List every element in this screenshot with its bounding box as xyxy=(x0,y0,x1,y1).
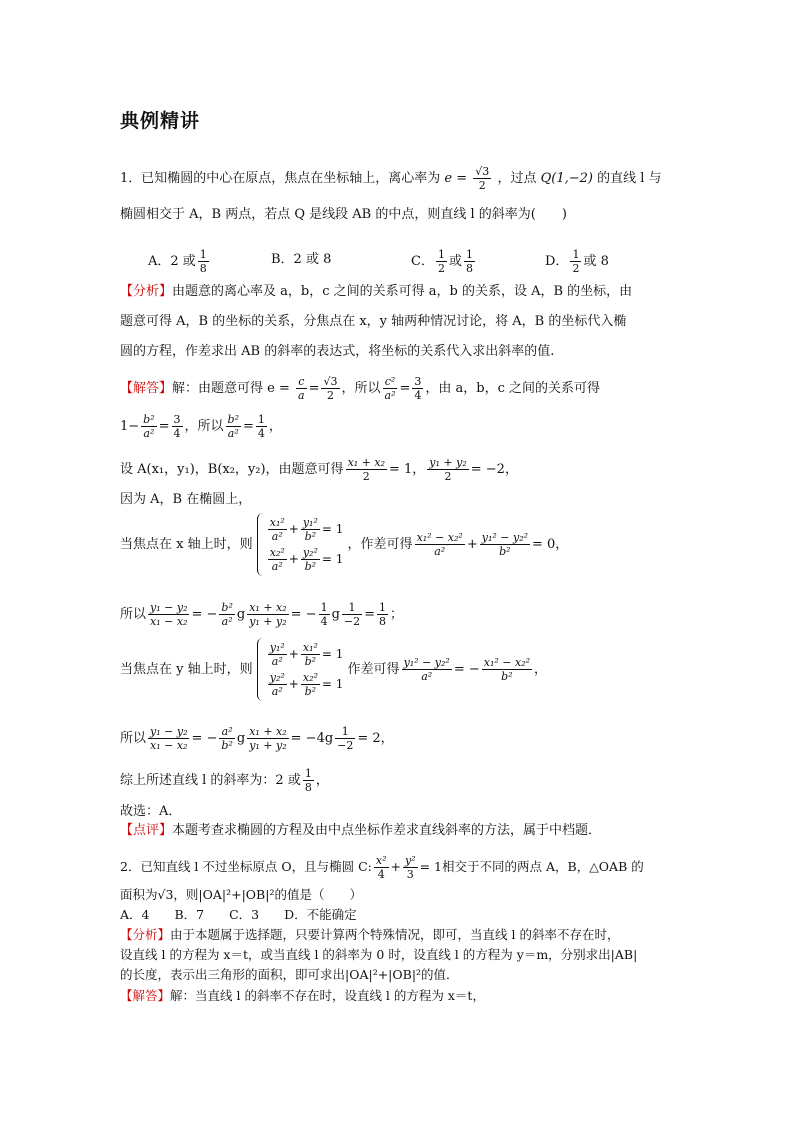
q2-analysis-line2: 设直线 l 的方程为 x＝t，或当直线 l 的斜率为 0 时，设直线 l 的方程为 y＝m，分别求出|AB| xyxy=(120,947,638,962)
q1-solution-line5: 当焦点在 x 轴上时，则 $\frac{\text{x₁²}}{\text{a²}}$ + $\frac{\text{y₁²}}{\text{b²}}$ = 1 $\frac{\text{x₂²}}{\text{a²}}$ + $\frac{\text{y₂²}}{\text{b²}}$ = 1 ，作差可得 $\frac{\text{x₁² − x₂²}}{\text{a²}}$ + $\frac{\text{y₁² − y₂²}}{\text{b²}}$ = 0， xyxy=(120,513,568,576)
q1-option-a: A．2 或 $\frac{1}{8}$ xyxy=(148,248,207,275)
q1-stem-line2: 椭圆相交于 A，B 两点，若点 Q 是线段 AB 的中点，则直线 l 的斜率为( ) xyxy=(120,207,567,222)
equation-system-x: $\frac{\text{x₁²}}{\text{a²}}$ + $\frac{\text{y₁²}}{\text{b²}}$ = 1 $\frac{\text{x₂²}}{\text{a²}}$ + $\frac{\text{y₂²}}{\text{b²}}$ = 1 xyxy=(257,513,344,576)
q1-conclusion: 综上所述直线 l 的斜率为：2 或 $\frac{1}{8}$ ， xyxy=(120,767,329,794)
q2-solution-line1: 【解答】解：当直线 l 的斜率不存在时，设直线 l 的方程为 x＝t， xyxy=(120,988,485,1003)
q1-solution-line8: 所以 $\frac{\text{y₁ − y₂}}{\text{x₁ − x₂}}$ = − $\frac{\text{a²}}{\text{b²}}$ g $\frac{\text{x₁ + x₂}}{\text{y₁ + y₂}}$ = −4g $\frac{1}{-2}$ = 2， xyxy=(120,725,394,752)
q1-solution-line6: 所以 $\frac{\text{y₁ − y₂}}{\text{x₁ − x₂}}$ = − $\frac{\text{b²}}{\text{a²}}$ g $\frac{\text{x₁ + x₂}}{\text{y₁ + y₂}}$ = − $\frac{1}{4}$ g $\frac{1}{-2}$ = $\frac{1}{8}$ ； xyxy=(120,601,404,628)
q1-comment: 【点评】本题考查求椭圆的方程及由中点坐标作差求直线斜率的方法，属于中档题． xyxy=(120,823,602,838)
q1-option-c: C． $\frac{1}{2}$ 或 $\frac{1}{8}$ xyxy=(411,248,473,275)
q2-options: A．4 B．7 C．3 D．不能确定 xyxy=(120,907,357,922)
q1-analysis-line1: 【分析】由题意的离心率及 a，b，c 之间的关系可得 a，b 的关系，设 A，B 的坐标，由 xyxy=(120,284,633,299)
q1-solution-line4: 因为 A，B 在椭圆上， xyxy=(120,492,252,507)
q1-solution-line7: 当焦点在 y 轴上时，则 $\frac{\text{y₁²}}{\text{a²}}$ + $\frac{\text{x₁²}}{\text{b²}}$ = 1 $\frac{\text{y₂²}}{\text{a²}}$ + $\frac{\text{x₂²}}{\text{b²}}$ = 1 作差可得 $\frac{\text{y₁² − y₂²}}{\text{a²}}$ = − $\frac{\text{x₁² − x₂²}}{\text{b²}}$ ， xyxy=(120,638,547,701)
q1-stem-line1: 1．已知椭圆的中心在原点，焦点在坐标轴上，离心率为 e = $\frac{√3}{2}$ ，过点 Q(1,−2) 的直线 l 与 xyxy=(120,165,662,192)
solution-tag: 【解答】 xyxy=(120,381,173,396)
q1-option-d: D． $\frac{1}{2}$ 或 8 xyxy=(545,248,609,275)
section-title: 典例精讲 xyxy=(120,110,201,132)
q1-stem-text: 1．已知椭圆的中心在原点，焦点在坐标轴上，离心率为 xyxy=(120,171,441,186)
q2-analysis-line1: 【分析】由于本题属于选择题，只要计算两个特殊情况，即可，当直线 l 的斜率不存在时， xyxy=(120,927,620,942)
comment-tag: 【点评】 xyxy=(120,823,173,838)
eccentricity-symbol: e = xyxy=(444,171,468,186)
solution-tag: 【解答】 xyxy=(120,988,171,1003)
q1-option-b: B．2 或 8 xyxy=(271,252,332,267)
eccentricity-fraction: $\frac{√3}{2}$ xyxy=(475,165,490,192)
q2-stem-line2: 面积为√3，则|OA|²+|OB|²的值是（ ） xyxy=(120,887,362,902)
q1-solution-line1: 【解答】解：由题意可得 e = $\frac{c}{a}$ = $\frac{√3}{2}$ ，所以 $\frac{\text{c²}}{\text{a²}}$ = $\frac{3}{4}$ ，由 a，b，c 之间的关系可得 xyxy=(120,375,601,402)
q1-analysis-line3: 圆的方程，作差求出 AB 的斜率的表达式，将坐标的关系代入求出斜率的值. xyxy=(120,344,555,359)
point-q: Q(1,−2) xyxy=(540,171,593,186)
analysis-tag: 【分析】 xyxy=(120,927,171,942)
q1-solution-line2: 1− $\frac{\text{b²}}{\text{a²}}$ = $\frac{3}{4}$ ，所以 $\frac{\text{b²}}{\text{a²}}$ = $\frac{1}{4}$ ， xyxy=(120,413,282,440)
q1-solution-line3: 设 A(x₁，y₁)，B(x₂，y₂)，由题意可得 $\frac{\text{x₁ + x₂}}{2}$ = 1， $\frac{\text{y₁ + y₂}}{2}$ = −2， xyxy=(120,456,518,483)
q1-choice: 故选：A． xyxy=(120,804,182,819)
analysis-tag: 【分析】 xyxy=(120,284,173,299)
q1-analysis-line2: 题意可得 A，B 的坐标的关系，分焦点在 x，y 轴两种情况讨论，将 A，B 的坐标代入椭 xyxy=(120,314,627,329)
q2-stem-line1: 2．已知直线 l 不过坐标原点 O，且与椭圆 C: $\frac{\text{x²}}{4}$ + $\frac{\text{y²}}{3}$ = 1相交于不同的两点 A，B，△OAB 的 xyxy=(120,854,644,881)
q2-analysis-line3: 的长度，表示出三角形的面积，即可求出|OA|²+|OB|²的值． xyxy=(120,967,459,982)
equation-system-y: $\frac{\text{y₁²}}{\text{a²}}$ + $\frac{\text{x₁²}}{\text{b²}}$ = 1 $\frac{\text{y₂²}}{\text{a²}}$ + $\frac{\text{x₂²}}{\text{b²}}$ = 1 xyxy=(257,638,344,701)
